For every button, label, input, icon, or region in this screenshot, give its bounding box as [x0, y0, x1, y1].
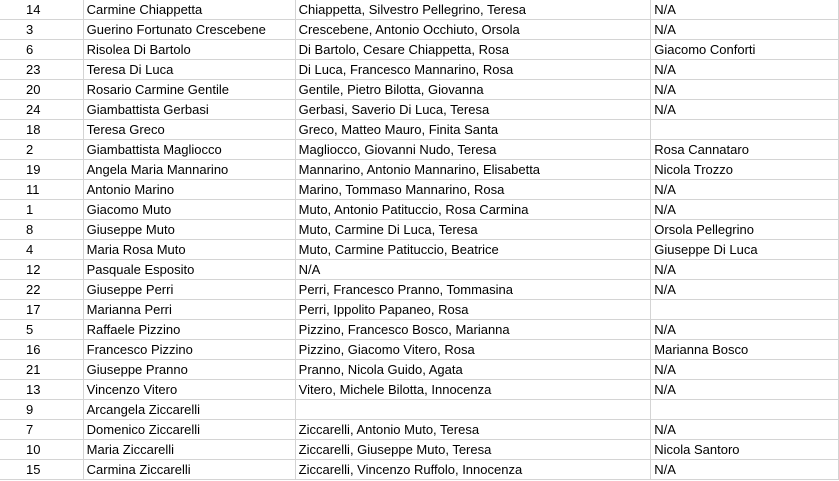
name-cell[interactable]: Domenico Ziccarelli — [83, 420, 295, 440]
parents-cell[interactable]: Mannarino, Antonio Mannarino, Elisabetta — [295, 160, 651, 180]
name-cell[interactable]: Rosario Carmine Gentile — [83, 80, 295, 100]
parents-cell[interactable]: Marino, Tommaso Mannarino, Rosa — [295, 180, 651, 200]
parents-cell[interactable]: Ziccarelli, Vincenzo Ruffolo, Innocenza — [295, 460, 651, 480]
spouse-cell[interactable]: N/A — [651, 360, 839, 380]
name-cell[interactable]: Maria Rosa Muto — [83, 240, 295, 260]
name-cell[interactable]: Giacomo Muto — [83, 200, 295, 220]
spouse-cell[interactable]: N/A — [651, 260, 839, 280]
table-row — [0, 460, 839, 480]
id-cell[interactable]: 16 — [0, 340, 83, 360]
parents-cell[interactable]: Muto, Carmine Di Luca, Teresa — [295, 220, 651, 240]
parents-cell[interactable]: Pizzino, Francesco Bosco, Marianna — [295, 320, 651, 340]
parents-cell[interactable]: Perri, Francesco Pranno, Tommasina — [295, 280, 651, 300]
parents-cell[interactable]: Gentile, Pietro Bilotta, Giovanna — [295, 80, 651, 100]
id-cell[interactable]: 17 — [0, 300, 83, 320]
id-cell[interactable]: 6 — [0, 40, 83, 60]
name-cell[interactable]: Risolea Di Bartolo — [83, 40, 295, 60]
parents-cell[interactable]: Di Bartolo, Cesare Chiappetta, Rosa — [295, 40, 651, 60]
table-row — [0, 360, 839, 380]
parents-cell[interactable]: Gerbasi, Saverio Di Luca, Teresa — [295, 100, 651, 120]
name-cell[interactable]: Teresa Di Luca — [83, 60, 295, 80]
spouse-cell[interactable]: N/A — [651, 320, 839, 340]
id-cell[interactable]: 9 — [0, 400, 83, 420]
spouse-cell[interactable] — [651, 300, 839, 320]
spouse-cell[interactable]: Orsola Pellegrino — [651, 220, 839, 240]
table-row — [0, 420, 839, 440]
name-cell[interactable]: Carmina Ziccarelli — [83, 460, 295, 480]
id-cell[interactable]: 19 — [0, 160, 83, 180]
name-cell[interactable]: Giuseppe Pranno — [83, 360, 295, 380]
table-row — [0, 240, 839, 260]
table-row — [0, 140, 839, 160]
parents-cell[interactable]: Greco, Matteo Mauro, Finita Santa — [295, 120, 651, 140]
table-row — [0, 20, 839, 40]
name-cell[interactable]: Pasquale Esposito — [83, 260, 295, 280]
spouse-cell[interactable]: N/A — [651, 0, 839, 20]
id-cell[interactable]: 3 — [0, 20, 83, 40]
table-row — [0, 260, 839, 280]
parents-cell[interactable]: Ziccarelli, Antonio Muto, Teresa — [295, 420, 651, 440]
id-cell[interactable]: 22 — [0, 280, 83, 300]
name-cell[interactable]: Giuseppe Muto — [83, 220, 295, 240]
table-row — [0, 120, 839, 140]
table-row — [0, 60, 839, 80]
spouse-cell[interactable] — [651, 400, 839, 420]
name-cell[interactable]: Giambattista Magliocco — [83, 140, 295, 160]
id-cell[interactable]: 24 — [0, 100, 83, 120]
name-cell[interactable]: Teresa Greco — [83, 120, 295, 140]
id-cell[interactable]: 11 — [0, 180, 83, 200]
table-row — [0, 340, 839, 360]
id-cell[interactable]: 18 — [0, 120, 83, 140]
spouse-cell[interactable]: N/A — [651, 20, 839, 40]
spouse-cell[interactable]: Giacomo Conforti — [651, 40, 839, 60]
table-row — [0, 440, 839, 460]
name-cell[interactable]: Marianna Perri — [83, 300, 295, 320]
parents-cell[interactable]: Muto, Antonio Patituccio, Rosa Carmina — [295, 200, 651, 220]
parents-cell[interactable]: Pizzino, Giacomo Vitero, Rosa — [295, 340, 651, 360]
table-row — [0, 300, 839, 320]
parents-cell[interactable]: Crescebene, Antonio Occhiuto, Orsola — [295, 20, 651, 40]
table-row — [0, 320, 839, 340]
spouse-cell[interactable]: N/A — [651, 380, 839, 400]
parents-cell[interactable] — [295, 400, 651, 420]
spouse-cell[interactable]: N/A — [651, 60, 839, 80]
id-cell[interactable]: 21 — [0, 360, 83, 380]
id-cell[interactable]: 20 — [0, 80, 83, 100]
id-cell[interactable]: 8 — [0, 220, 83, 240]
spouse-cell[interactable]: N/A — [651, 420, 839, 440]
parents-cell[interactable]: N/A — [295, 260, 651, 280]
table-row — [0, 280, 839, 300]
table-row — [0, 100, 839, 120]
name-cell[interactable]: Vincenzo Vitero — [83, 380, 295, 400]
parents-cell[interactable]: Perri, Ippolito Papaneo, Rosa — [295, 300, 651, 320]
id-cell[interactable]: 1 — [0, 200, 83, 220]
name-cell[interactable]: Arcangela Ziccarelli — [83, 400, 295, 420]
spouse-cell[interactable]: N/A — [651, 180, 839, 200]
table-row — [0, 180, 839, 200]
parents-cell[interactable]: Magliocco, Giovanni Nudo, Teresa — [295, 140, 651, 160]
name-cell[interactable]: Carmine Chiappetta — [83, 0, 295, 20]
name-cell[interactable]: Angela Maria Mannarino — [83, 160, 295, 180]
id-cell[interactable]: 10 — [0, 440, 83, 460]
name-cell[interactable]: Antonio Marino — [83, 180, 295, 200]
spouse-cell[interactable] — [651, 120, 839, 140]
spouse-cell[interactable]: Marianna Bosco — [651, 340, 839, 360]
id-cell[interactable]: 23 — [0, 60, 83, 80]
spouse-cell[interactable]: N/A — [651, 460, 839, 480]
spouse-cell[interactable]: Nicola Santoro — [651, 440, 839, 460]
parents-cell[interactable]: Ziccarelli, Giuseppe Muto, Teresa — [295, 440, 651, 460]
id-cell[interactable]: 15 — [0, 460, 83, 480]
table-row — [0, 220, 839, 240]
name-cell[interactable]: Giuseppe Perri — [83, 280, 295, 300]
spouse-cell[interactable]: Rosa Cannataro — [651, 140, 839, 160]
parents-cell[interactable]: Vitero, Michele Bilotta, Innocenza — [295, 380, 651, 400]
table-row — [0, 40, 839, 60]
id-cell[interactable]: 13 — [0, 380, 83, 400]
id-cell[interactable]: 7 — [0, 420, 83, 440]
spouse-cell[interactable]: N/A — [651, 200, 839, 220]
name-cell[interactable]: Giambattista Gerbasi — [83, 100, 295, 120]
spouse-cell[interactable]: N/A — [651, 100, 839, 120]
table-row — [0, 200, 839, 220]
table-row — [0, 80, 839, 100]
table-row — [0, 0, 839, 20]
table-row — [0, 160, 839, 180]
id-cell[interactable]: 4 — [0, 240, 83, 260]
table-row — [0, 400, 839, 420]
id-cell[interactable]: 12 — [0, 260, 83, 280]
name-cell[interactable]: Francesco Pizzino — [83, 340, 295, 360]
parents-cell[interactable]: Pranno, Nicola Guido, Agata — [295, 360, 651, 380]
id-cell[interactable]: 5 — [0, 320, 83, 340]
parents-cell[interactable]: Chiappetta, Silvestro Pellegrino, Teresa — [295, 0, 651, 20]
table-row — [0, 380, 839, 400]
name-cell[interactable]: Raffaele Pizzino — [83, 320, 295, 340]
parents-cell[interactable]: Muto, Carmine Patituccio, Beatrice — [295, 240, 651, 260]
spouse-cell[interactable]: N/A — [651, 280, 839, 300]
spouse-cell[interactable]: Giuseppe Di Luca — [651, 240, 839, 260]
name-cell[interactable]: Maria Ziccarelli — [83, 440, 295, 460]
parents-cell[interactable]: Di Luca, Francesco Mannarino, Rosa — [295, 60, 651, 80]
id-cell[interactable]: 14 — [0, 0, 83, 20]
spouse-cell[interactable]: N/A — [651, 80, 839, 100]
id-cell[interactable]: 2 — [0, 140, 83, 160]
name-cell[interactable]: Guerino Fortunato Crescebene — [83, 20, 295, 40]
spouse-cell[interactable]: Nicola Trozzo — [651, 160, 839, 180]
